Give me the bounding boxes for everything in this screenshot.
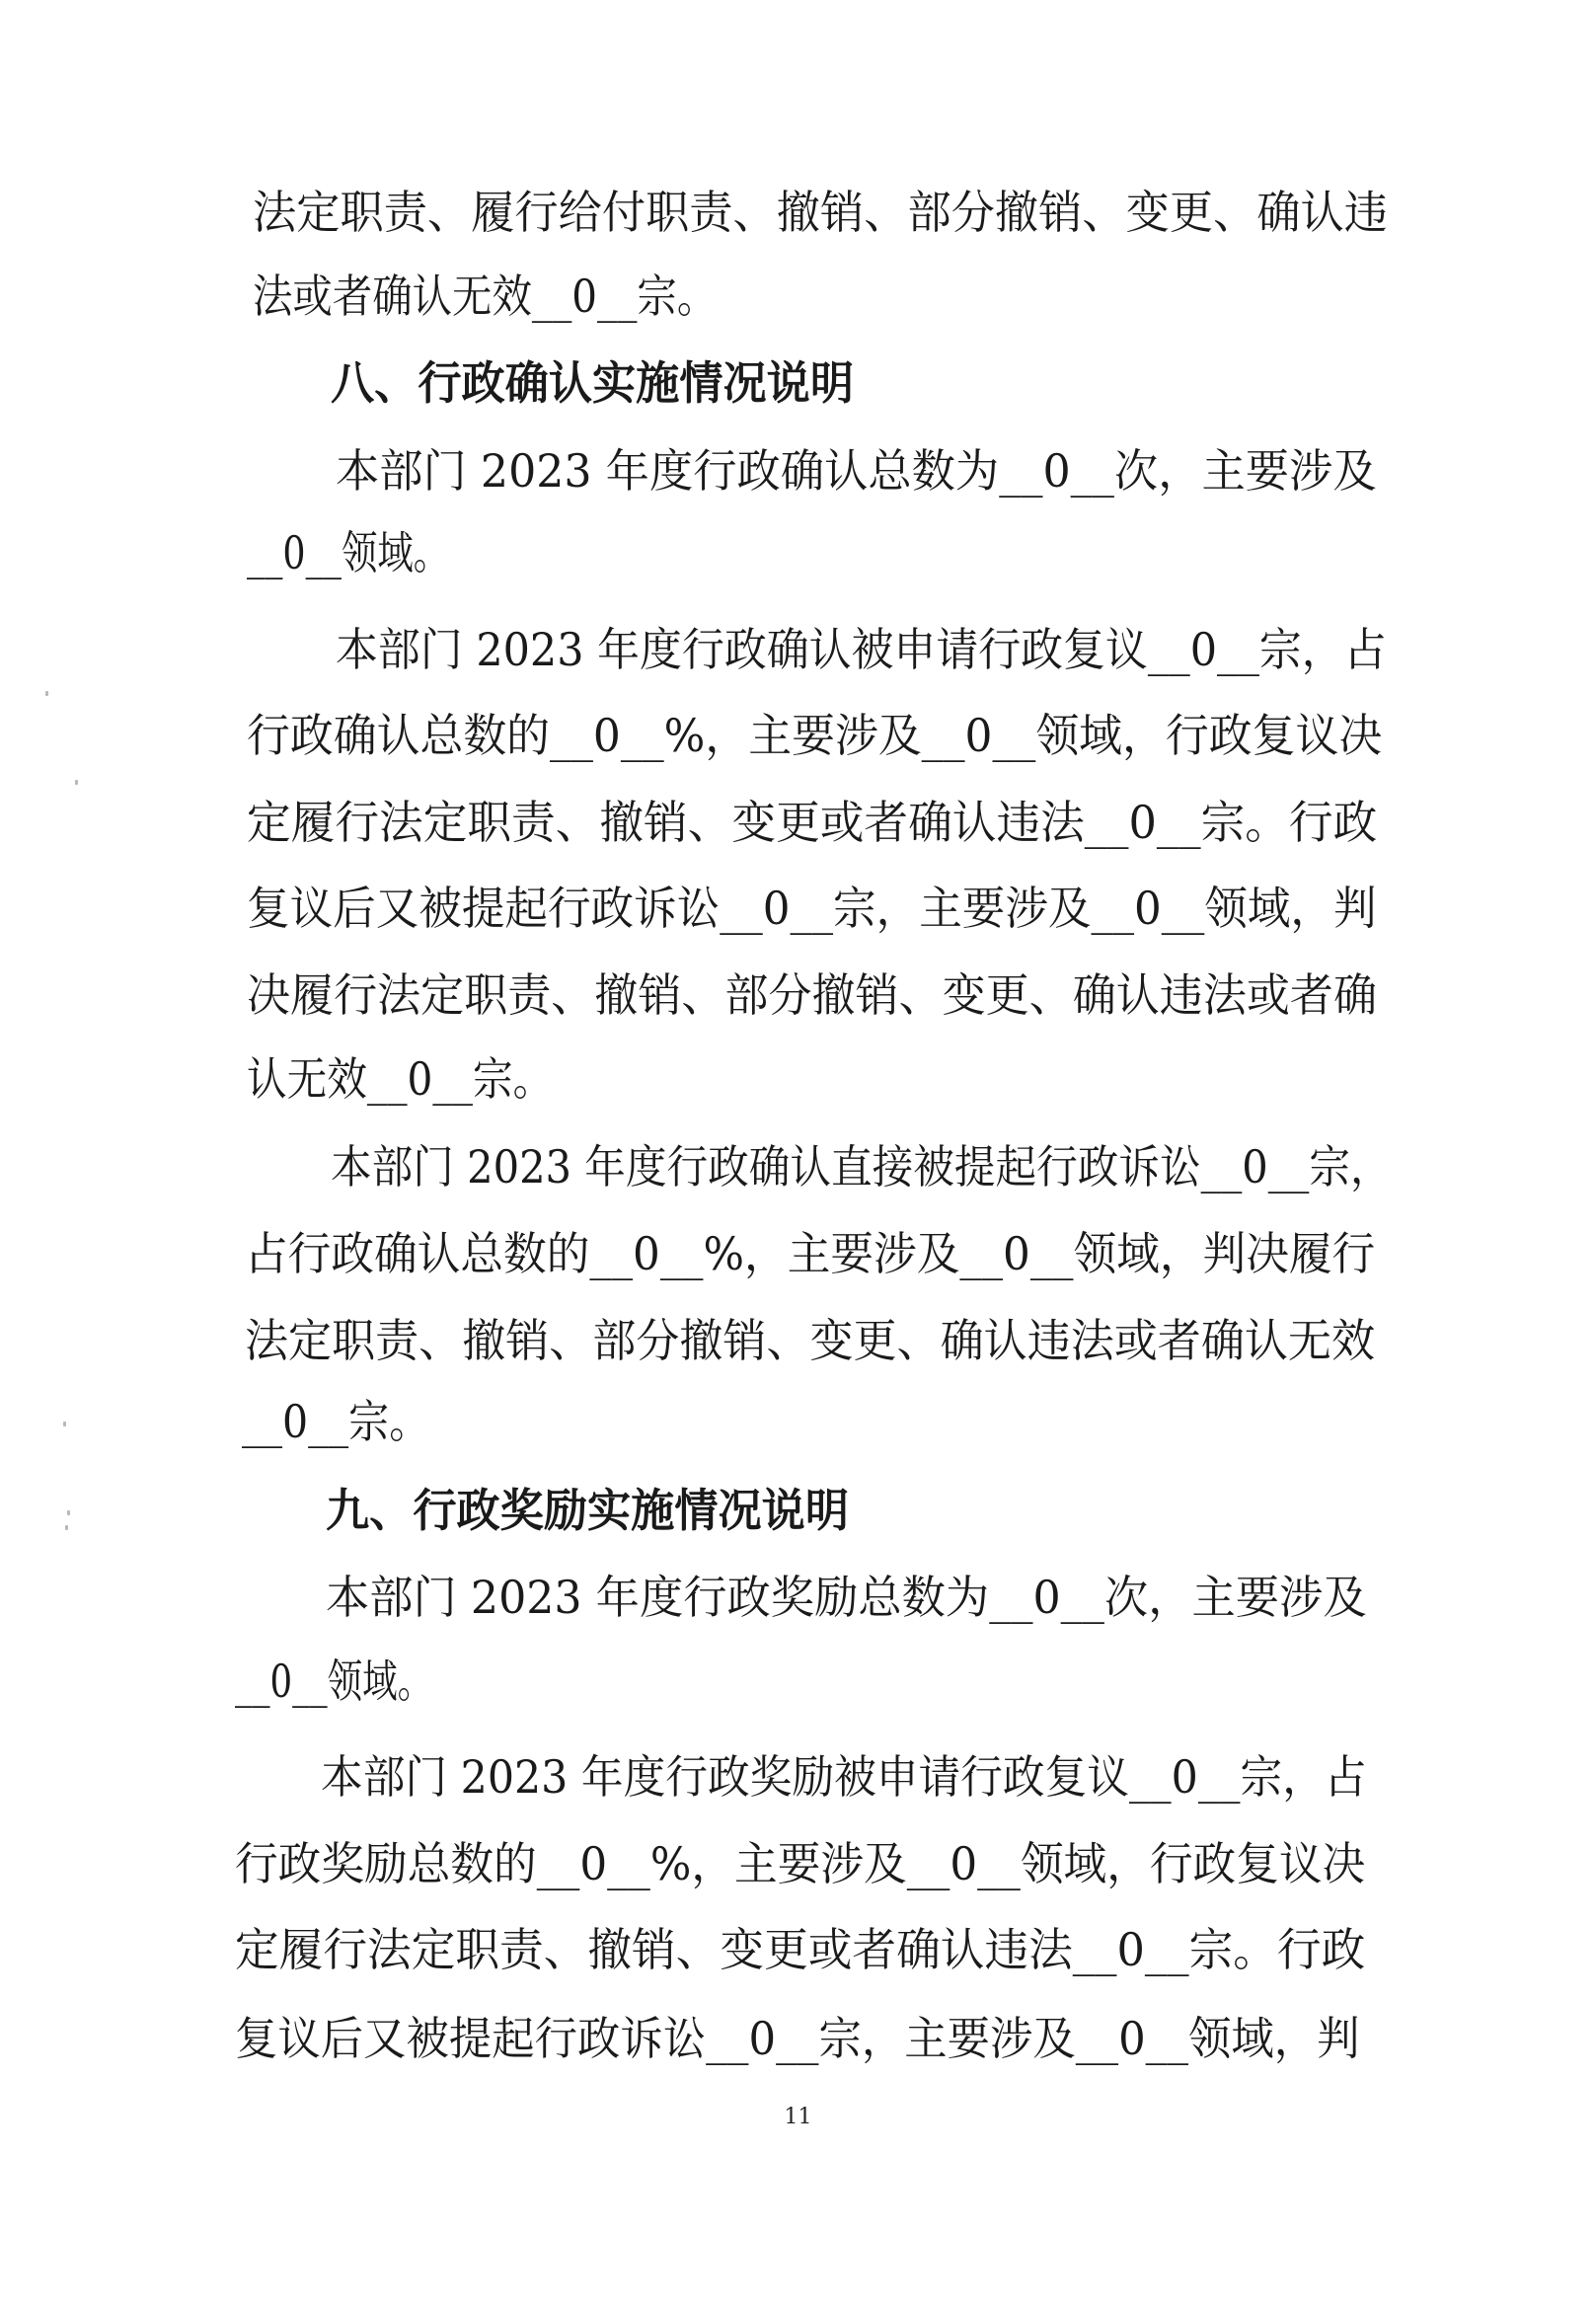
scan-speck [75,780,78,785]
body-line: __0__宗。 [242,1395,430,1448]
body-line: 本部门 2023 年度行政奖励总数为__0__次，主要涉及 [326,1571,1367,1624]
body-line: 决履行法定职责、撤销、部分撤销、变更、确认违法或者确 [247,968,1377,1022]
body-line: 法或者确认无效__0__宗。 [253,269,718,323]
body-line: 行政奖励总数的__0__%，主要涉及__0__领域，行政复议决 [235,1837,1366,1890]
section-heading: 八、行政确认实施情况说明 [331,356,854,410]
scan-speck [65,1525,68,1530]
body-line: 法定职责、履行给付职责、撤销、部分撤销、变更、确认违 [253,186,1388,239]
body-line: 复议后又被提起行政诉讼__0__宗，主要涉及__0__领域，判 [235,2012,1360,2065]
body-line: __0__领域。 [235,1655,433,1708]
scan-speck [63,1422,66,1426]
body-line: 占行政确认总数的__0__%，主要涉及__0__领域，判决履行 [245,1227,1376,1280]
body-line: 本部门 2023 年度行政奖励被申请行政复议__0__宗，占 [321,1750,1367,1804]
body-line: __0__领域。 [247,526,450,579]
body-line: 行政确认总数的__0__%，主要涉及__0__领域，行政复议决 [247,709,1383,762]
section-heading: 九、行政奖励实施情况说明 [326,1484,849,1537]
scan-speck [45,691,48,696]
body-line: 定履行法定职责、撤销、变更或者确认违法__0__宗。行政 [247,796,1378,849]
body-line: 定履行法定职责、撤销、变更或者确认违法__0__宗。行政 [235,1923,1366,1976]
body-line: 复议后又被提起行政诉讼__0__宗，主要涉及__0__领域，判 [247,882,1377,935]
body-line: 本部门 2023 年度行政确认直接被提起行政诉讼__0__宗， [331,1140,1392,1193]
scan-speck [67,1510,70,1515]
body-line: 本部门 2023 年度行政确认被申请行政复议__0__宗，占 [336,623,1387,676]
body-line: 本部门 2023 年度行政确认总数为__0__次，主要涉及 [336,444,1377,498]
body-line: 法定职责、撤销、部分撤销、变更、确认违法或者确认无效 [245,1314,1375,1367]
body-line: 认无效__0__宗。 [247,1052,554,1106]
page-number: 11 [784,2105,812,2129]
